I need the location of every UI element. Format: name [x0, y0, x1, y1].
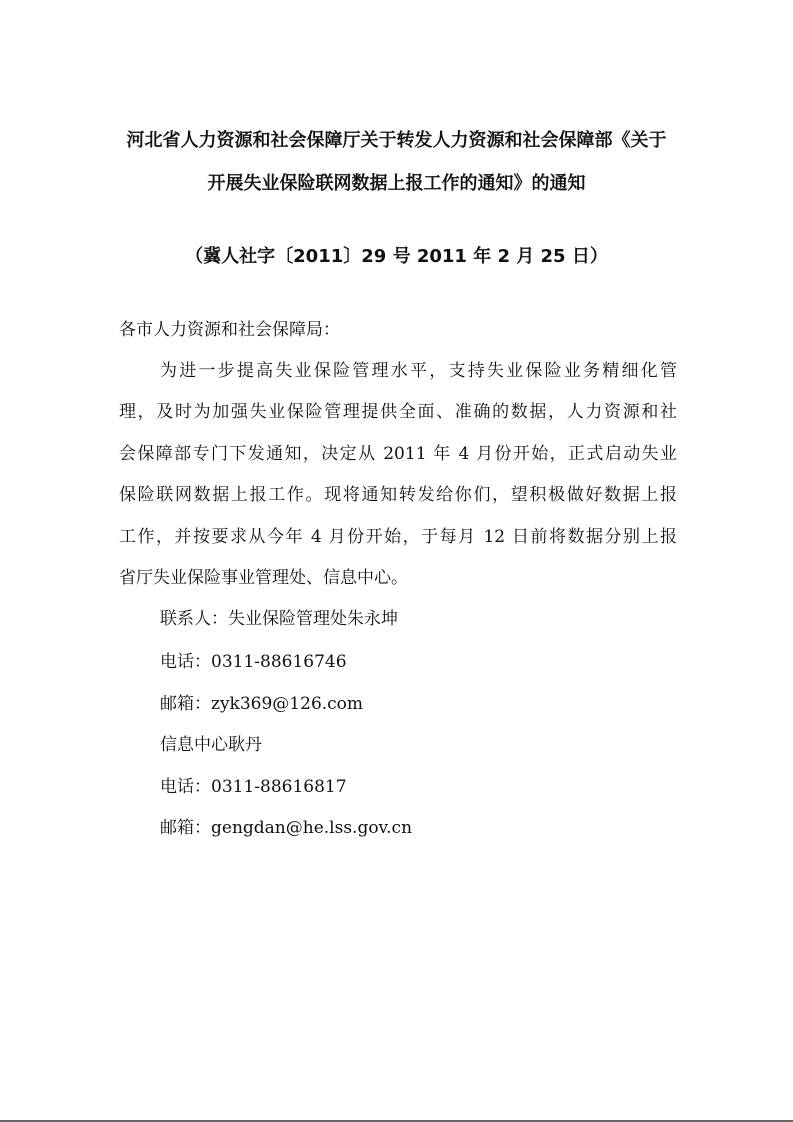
contact-phone: 电话：0311-88616746: [160, 652, 347, 672]
paragraph-line: 工作，并按要求从今年 4 月份开始，于每月 12 日前将数据分别上报: [119, 527, 677, 547]
paragraph-line: 会保障部专门下发通知，决定从 2011 年 4 月份开始，正式启动失业: [119, 444, 677, 464]
paragraph-line: 理，及时为加强失业保险管理提供全面、准确的数据，人力资源和社: [119, 402, 677, 422]
document-number: （冀人社字〔2011〕29 号 2011 年 2 月 25 日）: [185, 246, 608, 267]
paragraph-line: 为进一步提高失业保险管理水平，支持失业保险业务精细化管: [160, 361, 677, 381]
paragraph-line: 保险联网数据上报工作。现将通知转发给你们，望积极做好数据上报: [119, 485, 677, 505]
salutation: 各市人力资源和社会保障局：: [119, 320, 340, 340]
document-title-line-2: 开展失业保险联网数据上报工作的通知》的通知: [207, 173, 586, 194]
paragraph-line: 省厅失业保险事业管理处、信息中心。: [119, 568, 408, 588]
contact-email-info-center: 邮箱：gengdan@he.lss.gov.cn: [160, 818, 413, 838]
contact-phone-info-center: 电话：0311-88616817: [160, 777, 347, 797]
document-title-line-1: 河北省人力资源和社会保障厅关于转发人力资源和社会保障部《关于: [126, 130, 667, 151]
contact-person: 联系人：失业保险管理处朱永坤: [160, 609, 398, 629]
contact-email: 邮箱：zyk369@126.com: [160, 694, 364, 714]
contact-person-info-center: 信息中心耿丹: [160, 735, 262, 755]
